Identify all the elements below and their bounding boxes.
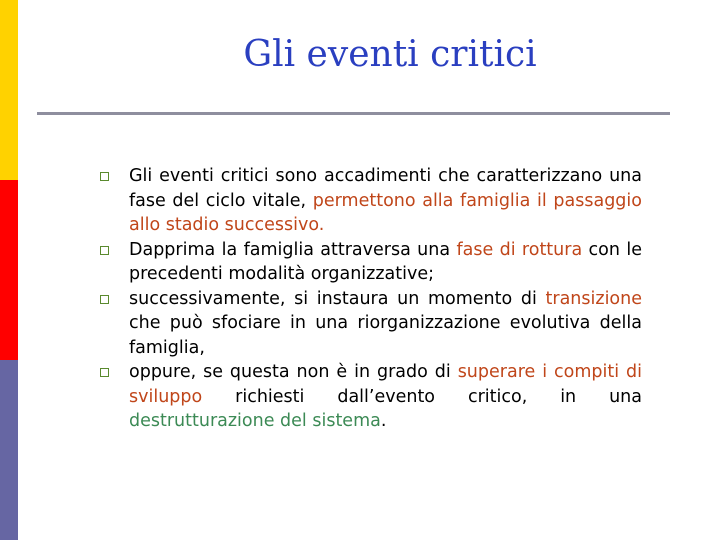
highlight-red: permettono alla famiglia il passaggio allo stadio successivo. <box>129 190 642 235</box>
side-bar-red <box>0 180 18 360</box>
bullet-item <box>100 164 642 238</box>
bullet-text: Dapprima la famiglia attraversa una fase di rottura con le precedenti modalità organizzative; <box>129 239 642 284</box>
slide-title: Gli eventi critici <box>243 34 537 75</box>
bullet-text: successivamente, si instaura un momento di transizione che può sfociare in una riorganizzazione evolutiva della famiglia, <box>129 288 642 358</box>
hollow-square-bullet-icon <box>100 295 109 304</box>
bullet-text: oppure, se questa non è in grado di superare i compiti di sviluppo richiesti dall’evento critico, in una destrutturazione del sistema. <box>129 362 642 431</box>
hollow-square-bullet-icon <box>100 172 109 181</box>
title-divider <box>37 112 670 115</box>
bullet-list <box>100 164 642 434</box>
highlight-green: destrutturazione del sistema <box>129 411 381 431</box>
bullet-item <box>100 238 642 287</box>
bullet-item <box>100 287 642 361</box>
side-bar-yellow <box>0 0 18 180</box>
bullet-item <box>100 360 642 434</box>
highlight-red: superare i compiti di sviluppo <box>129 362 642 407</box>
highlight-red: fase di rottura <box>456 239 583 260</box>
hollow-square-bullet-icon <box>100 368 109 377</box>
hollow-square-bullet-icon <box>100 246 109 255</box>
side-bar-purple <box>0 360 18 540</box>
highlight-red: transizione <box>545 288 642 309</box>
bullet-text: Gli eventi critici sono accadimenti che caratterizzano una fase del ciclo vitale, permettono alla famiglia il passaggio allo stadio successivo. <box>129 166 642 235</box>
